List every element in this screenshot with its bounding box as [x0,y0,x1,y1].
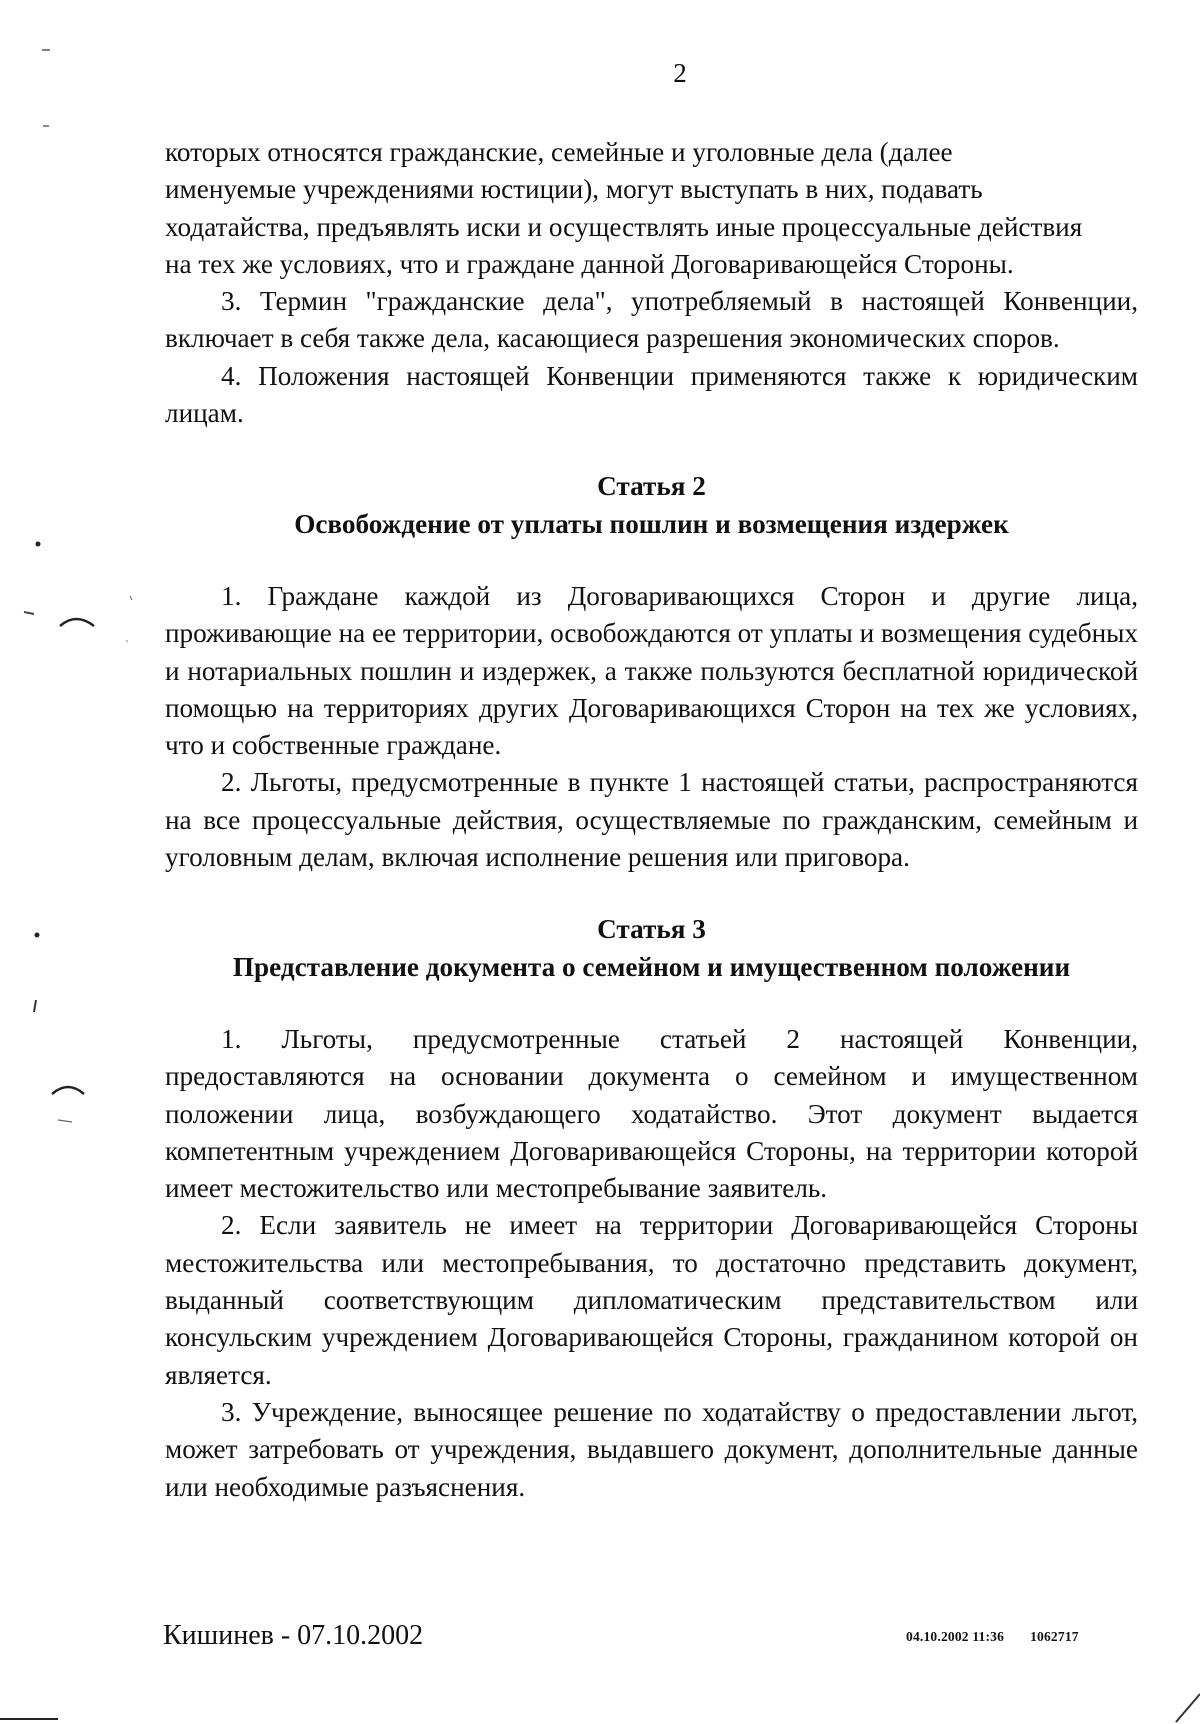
intro-line: которых относятся гражданские, семейные и уголовные дела (далее [165,137,953,167]
article-3-title: Представление документа о семейном и имущественном положении [232,951,1071,982]
article-3-paragraph-3: 3. Учреждение, выносящее решение по ходатайству о предоставлении льгот, может затребовать от учреждения, выдавшего документ, дополнительные данные или необходимые разъяснения. [165,1396,1138,1502]
intro-line: именуемые учреждениями юстиции), могут выступать в них, подавать [165,174,983,205]
scan-margin-marks [0,0,140,1150]
article-2-paragraph-1: 1. Граждане каждой из Договаривающихся Сторон и другие лица, проживающие на ее территории, освобождаются от уплаты и возмещения судебных и нотариальных пошлин и издержек, а также пользуются бесплатной юридической помощью на территориях других Договаривающихся Сторон на тех же условиях, что и собственные граждане. [165,580,1138,761]
intro-paragraph-4: 4. Положения настоящей Конвенции применяются также к юридическим лицам. [165,360,1138,429]
article-2-number: Статья 2 [597,471,706,502]
scan-edge-line [0,1718,58,1720]
article-3-paragraph-2: 2. Если заявитель не имеет на территории Договаривающейся Стороны местожительства или местопребывания, то достаточно представить документ, выданный соответствующим дипломатическим представительством или консульским учреждением Договаривающейся Стороны, гражданином которой он является. [165,1210,1138,1390]
intro-paragraph-continuation [165,134,1138,283]
article-3-paragraph-1: 1. Льготы, предусмотренные статьей 2 настоящей Конвенции, предоставляются на основании документа о семейном и имущественном положении лица, возбуждающего ходатайство. Этот документ выдается компетентным учреждением Договаривающейся Стороны, на территории которой имеет местожительство или местопребывание заявитель. [165,1023,1138,1204]
intro-line: ходатайства, предъявлять иски и осуществлять иные процессуальные действия [165,211,1083,242]
stamp-datetime: 04.10.2002 11:36 [906,1629,1005,1644]
intro-line: на тех же условиях, что и граждане данной Договаривающейся Стороны. [165,248,1014,279]
article-2-title: Освобождение от уплаты пошлин и возмещения издержек [294,508,1009,539]
document-body [165,134,1138,1506]
article-2-paragraph-2: 2. Льготы, предусмотренные в пункте 1 настоящей статьи, распространяются на все процессуальные действия, осуществляемые по гражданским, семейным и уголовным делам, включая исполнение решения или приговора. [165,767,1138,873]
article-3-number: Статья 3 [597,914,706,945]
stamp-id: 1062717 [1030,1629,1079,1644]
footer-print-stamp [906,1629,1079,1645]
scan-corner-mark [1170,1688,1200,1724]
page-number: 2 [673,58,687,88]
footer-city-date: Кишинев - 07.10.2002 [163,1620,424,1651]
intro-paragraph-3: 3. Термин "гражданские дела", употребляемый в настоящей Конвенции, включает в себя также дела, касающиеся разрешения экономических споров. [165,286,1138,354]
